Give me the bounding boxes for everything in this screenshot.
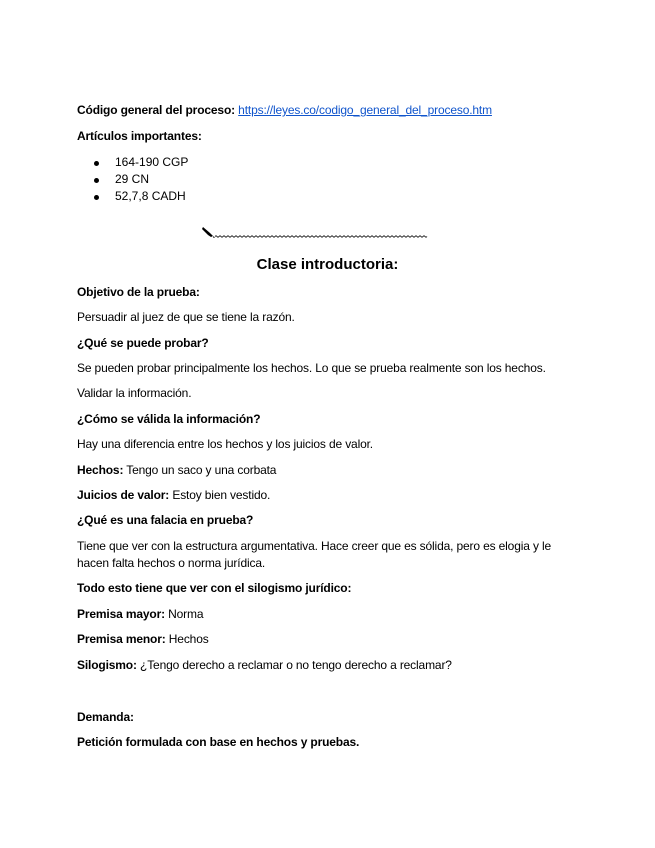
bullet-icon <box>94 178 99 183</box>
probar-answer: Se pueden probar principalmente los hechos. Lo que se prueba realmente son los hechos. <box>77 361 546 375</box>
falacia-answer: Tiene que ver con la estructura argumentativa. Hace creer que es sólida, pero es elogia y le hacen falta hechos o norma jurídica. <box>77 539 552 570</box>
page-title: Clase introductoria: <box>256 256 399 273</box>
silogismo-line <box>77 657 452 673</box>
pen-icon <box>202 227 215 238</box>
list-item: 52,7,8 CADH <box>77 188 188 205</box>
articulos-label: Artículos importantes: <box>77 129 202 143</box>
juicios-text: Estoy bien vestido. <box>169 488 271 502</box>
premisa-menor-line <box>77 631 209 647</box>
validar-text: Validar la información. <box>77 386 192 400</box>
demanda-text: Petición formulada con base en hechos y pruebas. <box>77 735 360 749</box>
juicios-line <box>77 487 270 503</box>
probar-question: ¿Qué se puede probar? <box>77 336 209 350</box>
objetivo-answer: Persuadir al juez de que se tiene la razón. <box>77 310 295 324</box>
list-item: 164-190 CGP <box>77 154 188 171</box>
list-item: 29 CN <box>77 171 188 188</box>
hechos-text: Tengo un saco y una corbata <box>123 463 277 477</box>
wavy-line <box>215 236 427 237</box>
silogismo-text: ¿Tengo derecho a reclamar o no tengo derecho a reclamar? <box>136 658 452 672</box>
premisa-mayor-label: Premisa mayor: <box>77 607 165 621</box>
silogismo-label: Silogismo: <box>77 658 137 672</box>
codigo-line <box>77 102 492 118</box>
silogismo-intro: Todo esto tiene que ver con el silogismo jurídico: <box>77 581 352 595</box>
premisa-mayor-line <box>77 606 203 622</box>
codigo-link[interactable]: https://leyes.co/codigo_general_del_proceso.htm <box>238 103 492 117</box>
valida-question: ¿Cómo se válida la información? <box>77 412 261 426</box>
bullet-icon <box>94 161 99 166</box>
falacia-question: ¿Qué es una falacia en prueba? <box>77 513 254 527</box>
premisa-menor-text: Hechos <box>165 632 209 646</box>
codigo-label: Código general del proceso: <box>77 103 235 117</box>
articulos-list <box>77 154 188 205</box>
objetivo-question: Objetivo de la prueba: <box>77 285 200 299</box>
hechos-label: Hechos: <box>77 463 124 477</box>
demanda-label: Demanda: <box>77 710 134 724</box>
valida-answer: Hay una diferencia entre los hechos y los juicios de valor. <box>77 437 373 451</box>
premisa-menor-label: Premisa menor: <box>77 632 166 646</box>
bullet-icon <box>94 195 99 200</box>
juicios-label: Juicios de valor: <box>77 488 170 502</box>
pen-divider <box>200 224 460 240</box>
hechos-line <box>77 462 276 478</box>
premisa-mayor-text: Norma <box>164 607 204 621</box>
